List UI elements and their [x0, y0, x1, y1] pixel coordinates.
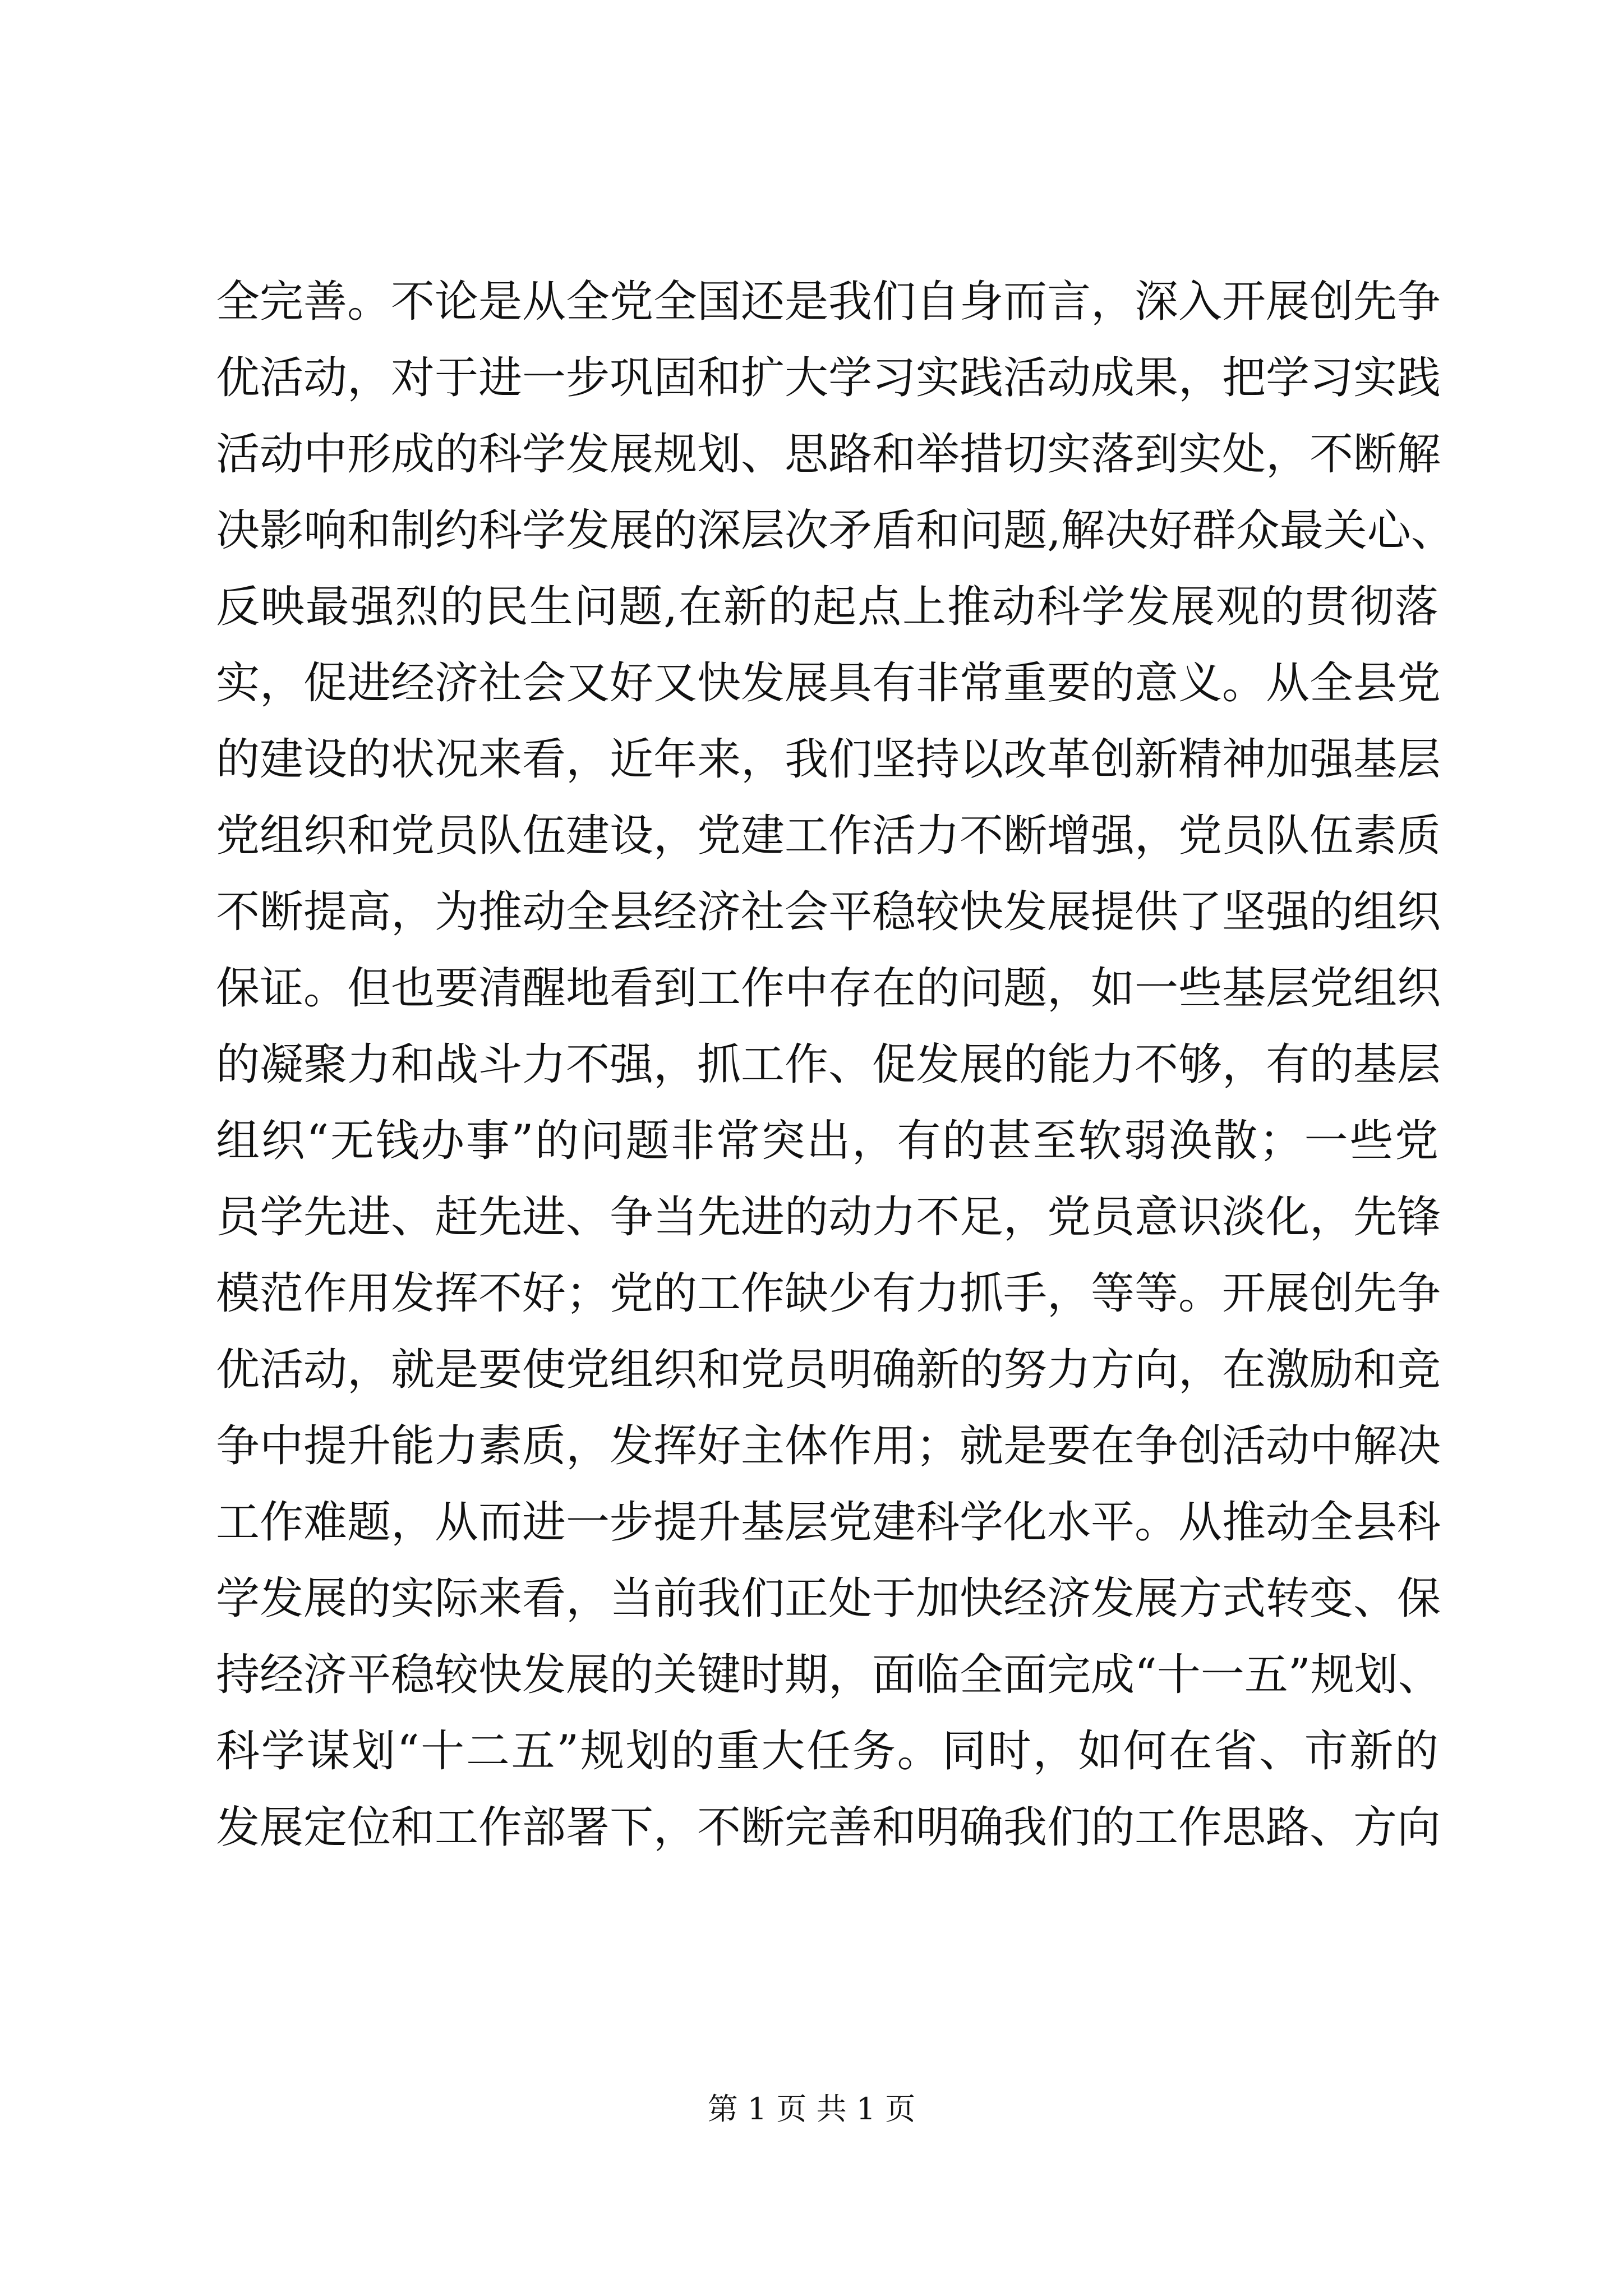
text-line-11: 的凝聚力和战斗力不强，抓工作、促发展的能力不够，有的基层 [216, 1039, 1441, 1090]
page-footer: 第 1 页 共 1 页 [707, 2091, 916, 2127]
text-line-1: 全完善。不论是从全党全国还是我们自身而言，深入开展创先争 [216, 277, 1441, 327]
text-line-6: 实，促进经济社会又好又快发展具有非常重要的意义。从全县党 [216, 658, 1441, 708]
text-line-14: 模范作用发挥不好；党的工作缺少有力抓手，等等。开展创先争 [216, 1268, 1441, 1319]
text-line-8: 党组织和党员队伍建设，党建工作活力不断增强，党员队伍素质 [216, 811, 1441, 861]
text-line-2: 优活动，对于进一步巩固和扩大学习实践活动成果，把学习实践 [216, 353, 1441, 403]
body-paragraph [216, 264, 1455, 1866]
text-line-9: 不断提高，为推动全县经济社会平稳较快发展提供了坚强的组织 [216, 887, 1441, 937]
text-line-18: 学发展的实际来看，当前我们正处于加快经济发展方式转变、保 [216, 1573, 1441, 1624]
text-line-12: 组织“无钱办事”的问题非常突出，有的甚至软弱涣散；一些党 [216, 1116, 1438, 1166]
text-line-4: 决影响和制约科学发展的深层次矛盾和问题,解决好群众最关心、 [216, 505, 1455, 556]
text-line-5: 反映最强烈的民生问题,在新的起点上推动科学发展观的贯彻落 [216, 582, 1438, 632]
text-line-17: 工作难题，从而进一步提升基层党建科学化水平。从推动全县科 [216, 1497, 1441, 1548]
text-line-3: 活动中形成的科学发展规划、思路和举措切实落到实处，不断解 [216, 429, 1441, 480]
text-line-15: 优活动，就是要使党组织和党员明确新的努力方向，在激励和竞 [216, 1345, 1441, 1395]
text-line-21: 发展定位和工作部署下，不断完善和明确我们的工作思路、方向 [216, 1802, 1441, 1853]
text-line-20: 科学谋划“十二五”规划的重大任务。同时，如何在省、市新的 [216, 1726, 1438, 1777]
text-line-10: 保证。但也要清醒地看到工作中存在的问题，如一些基层党组织 [216, 963, 1441, 1014]
text-line-13: 员学先进、赶先进、争当先进的动力不足，党员意识淡化，先锋 [216, 1192, 1441, 1243]
text-line-7: 的建设的状况来看，近年来，我们坚持以改革创新精神加强基层 [216, 734, 1441, 785]
text-line-16: 争中提升能力素质，发挥好主体作用；就是要在争创活动中解决 [216, 1421, 1441, 1471]
text-line-19: 持经济平稳较快发展的关键时期，面临全面完成“十一五”规划、 [216, 1650, 1442, 1700]
